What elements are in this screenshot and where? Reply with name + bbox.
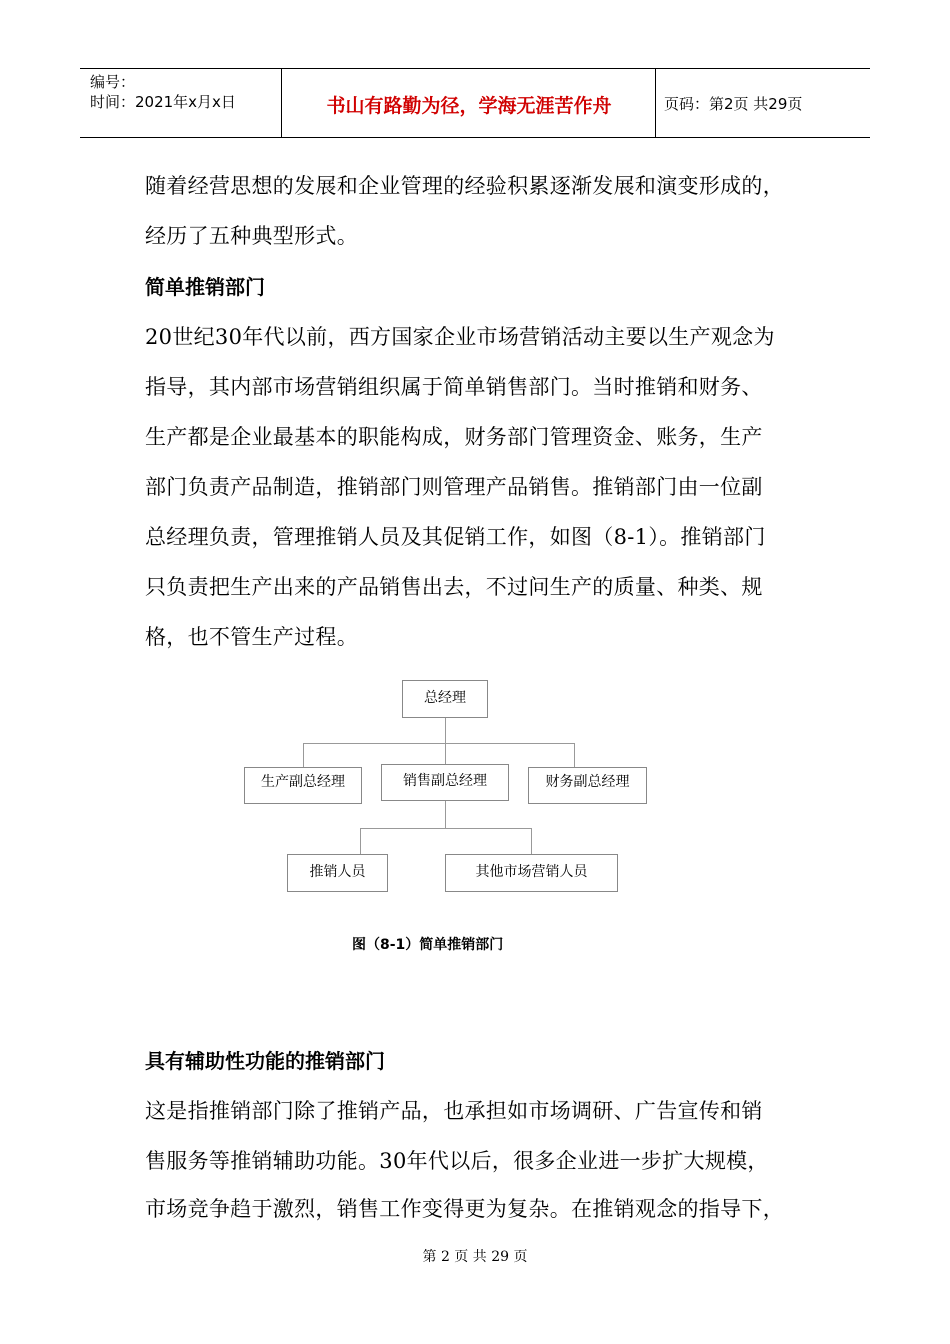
- paragraph-line: 随着经营思想的发展和企业管理的经验积累逐渐发展和演变形成的，: [145, 174, 784, 198]
- header-page-info: 页码：第2页 共29页: [664, 95, 803, 113]
- page-header: [80, 68, 870, 138]
- paragraph-line: 总经理负责，管理推销人员及其促销工作，如图（8-1）。推销部门: [145, 525, 766, 549]
- paragraph-line: 售服务等推销辅助功能。30年代以后，很多企业进一步扩大规模，: [145, 1149, 769, 1173]
- connector-line: [531, 828, 532, 854]
- paragraph-line: 20世纪30年代以前，西方国家企业市场营销活动主要以生产观念为: [145, 325, 775, 349]
- connector-line: [445, 801, 446, 829]
- org-box-vp-finance: 财务副总经理: [528, 767, 647, 804]
- time-label: 时间：2021年x月x日: [90, 93, 236, 111]
- header-motto: 书山有路勤为径，学海无涯苦作舟: [326, 95, 612, 117]
- page-footer: 第 2 页 共 29 页: [422, 1249, 528, 1265]
- connector-line: [360, 828, 361, 854]
- paragraph-line: 只负责把生产出来的产品销售出去，不过问生产的质量、种类、规: [145, 575, 763, 599]
- header-divider: [655, 69, 656, 137]
- paragraph-line: 生产都是企业最基本的职能构成，财务部门管理资金、账务，生产: [145, 425, 763, 449]
- paragraph-line: 市场竞争趋于激烈，销售工作变得更为复杂。在推销观念的指导下，: [145, 1197, 784, 1221]
- org-box-other-marketing: 其他市场营销人员: [445, 854, 618, 892]
- paragraph-line: 格，也不管生产过程。: [145, 625, 358, 649]
- paragraph-line: 经历了五种典型形式。: [145, 224, 358, 248]
- paragraph-line: 部门负责产品制造，推销部门则管理产品销售。推销部门由一位副: [145, 475, 763, 499]
- paragraph-line: 指导，其内部市场营销组织属于简单销售部门。当时推销和财务、: [145, 375, 763, 399]
- serial-label: 编号：: [90, 73, 136, 91]
- section-heading: 具有辅助性功能的推销部门: [145, 1049, 385, 1073]
- connector-line: [445, 743, 446, 764]
- paragraph-line: 这是指推销部门除了推销产品，也承担如市场调研、广告宣传和销: [145, 1099, 763, 1123]
- figure-caption: 图（8-1）简单推销部门: [352, 937, 504, 953]
- connector-line: [303, 743, 304, 767]
- connector-line: [574, 743, 575, 767]
- header-divider: [281, 69, 282, 137]
- org-box-sales-staff: 推销人员: [287, 854, 388, 892]
- org-box-ceo: 总经理: [402, 680, 488, 718]
- connector-line: [360, 828, 532, 829]
- header-meta: [90, 72, 236, 112]
- section-heading: 简单推销部门: [145, 275, 265, 299]
- org-box-vp-sales: 销售副总经理: [381, 764, 509, 801]
- connector-line: [303, 743, 575, 744]
- org-box-vp-production: 生产副总经理: [244, 767, 362, 804]
- connector-line: [445, 718, 446, 745]
